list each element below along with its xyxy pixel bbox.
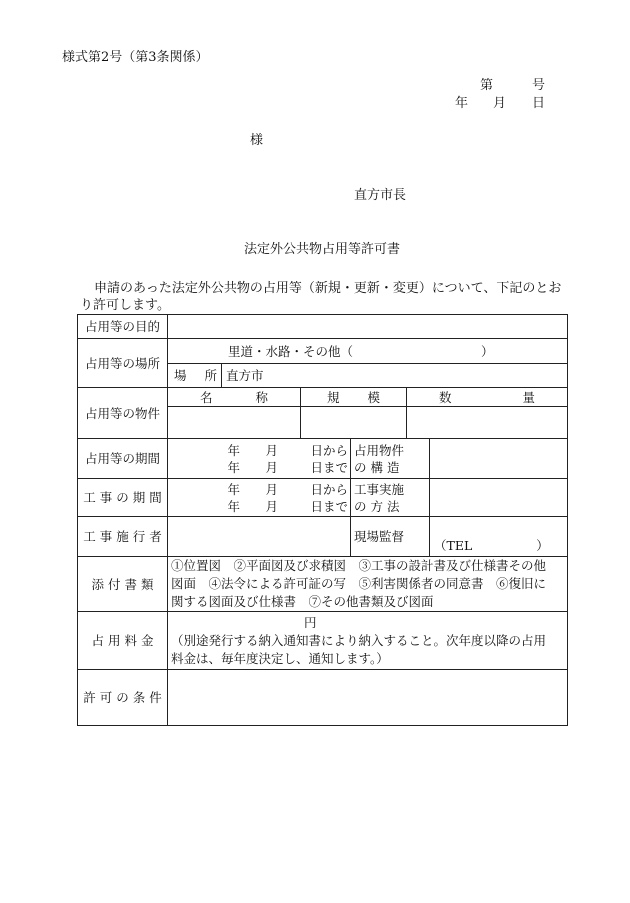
col-name-1: 名 (200, 389, 213, 405)
object-name-value[interactable] (168, 407, 301, 439)
date-year: 年 (455, 96, 469, 111)
conditions-value[interactable] (168, 670, 568, 726)
document-title: 法定外公共物占用等許可書 (244, 242, 401, 257)
fee-value[interactable] (168, 612, 568, 670)
date-day: 日 (532, 96, 546, 111)
method-label (351, 479, 430, 517)
issuer: 直方市長 (354, 188, 407, 203)
attach-line-3: 関する図面及び仕様書 ⑦その他書類及び図面 (171, 594, 434, 609)
period-to-month: 月 (265, 459, 278, 475)
period-from-year: 年 (227, 442, 240, 458)
method-label-2: の 方 法 (354, 498, 400, 514)
attach-label: 添 付 書 類 (78, 557, 168, 612)
work-to-year: 年 (227, 498, 240, 514)
work-from-year: 年 (227, 481, 240, 497)
structure-value[interactable] (430, 439, 568, 479)
col-scale (301, 388, 407, 407)
work-to-day: 日まで (310, 498, 348, 514)
row-period (78, 439, 568, 479)
location-types[interactable] (168, 339, 568, 364)
col-name-2: 称 (255, 389, 268, 405)
attach-line-2: 図面 ④法令による許可証の写 ⑤利害関係者の同意書 ⑥復旧に (171, 576, 547, 591)
purpose-value[interactable] (168, 315, 568, 339)
method-label-1: 工事実施 (354, 481, 405, 497)
col-name (168, 388, 301, 407)
attach-list (168, 557, 568, 612)
object-qty-value[interactable] (407, 407, 568, 439)
tel-label: （TEL (434, 538, 473, 553)
location-types-close: ） (481, 343, 494, 359)
period-label: 占用等の期間 (78, 439, 168, 479)
purpose-label: 占用等の目的 (78, 315, 168, 339)
method-value[interactable] (430, 479, 568, 517)
work-to-month: 月 (265, 498, 278, 514)
contractor-label: 工 事 施 行 者 (78, 517, 168, 557)
col-qty-2: 量 (522, 389, 536, 405)
fee-note-2: 料金は、毎年度決定し、通知します。） (171, 650, 389, 666)
fee-yen: 円 (304, 614, 317, 630)
location-label: 占用等の場所 (78, 339, 168, 388)
supervisor-label: 現場監督 (351, 517, 430, 557)
work-from-month: 月 (265, 481, 278, 497)
col-scale-1: 規 (327, 389, 340, 405)
fee-label: 占 用 料 金 (78, 612, 168, 670)
structure-label-2: の 構 造 (354, 459, 400, 475)
period-from-day: 日から (310, 442, 348, 458)
work-period-dates[interactable] (168, 479, 351, 517)
col-scale-2: 模 (367, 389, 380, 405)
date-month: 月 (493, 96, 507, 111)
object-scale-value[interactable] (301, 407, 407, 439)
work-from-day: 日から (310, 481, 348, 497)
row-location-type (78, 339, 568, 364)
row-conditions (78, 670, 568, 726)
row-attachments (78, 557, 568, 612)
number-go: 号 (532, 78, 546, 93)
place-label-2: 所 (204, 368, 217, 383)
period-dates[interactable] (168, 439, 351, 479)
place-value[interactable]: 直方市 (222, 364, 568, 388)
row-purpose (78, 315, 568, 339)
col-qty (407, 388, 568, 407)
period-to-day: 日まで (310, 459, 348, 475)
object-label: 占用等の物件 (78, 388, 168, 439)
attach-line-1: ①位置図 ②平面図及び求積図 ③工事の設計書及び仕様書その他 (171, 558, 547, 573)
form-number: 様式第2号（第3条関係） (62, 50, 209, 65)
row-contractor (78, 517, 568, 557)
conditions-label: 許 可 の 条 件 (78, 670, 168, 726)
structure-label (351, 439, 430, 479)
supervisor-value[interactable] (430, 517, 568, 557)
place-label (168, 364, 222, 388)
row-fee (78, 612, 568, 670)
place-label-1: 場 (174, 368, 187, 383)
structure-label-1: 占用物件 (354, 442, 405, 458)
addressee-suffix: 様 (250, 133, 264, 148)
fee-note-1: （別途発行する納入通知書により納入すること。次年度以降の占用 (171, 632, 547, 648)
contractor-value[interactable] (168, 517, 351, 557)
number-dai: 第 (480, 78, 494, 93)
row-object-header (78, 388, 568, 407)
work-period-label: 工 事 の 期 間 (78, 479, 168, 517)
body-text: 申請のあった法定外公共物の占用等（新規・更新・変更）について、下記のとおり許可します。 (80, 281, 562, 313)
period-to-year: 年 (227, 459, 240, 475)
tel-close: ） (536, 538, 549, 553)
row-work-period (78, 479, 568, 517)
location-types-text: 里道・水路・その他（ (228, 343, 354, 359)
col-qty-1: 数 (439, 389, 452, 405)
permit-table (77, 314, 568, 726)
period-from-month: 月 (265, 442, 278, 458)
